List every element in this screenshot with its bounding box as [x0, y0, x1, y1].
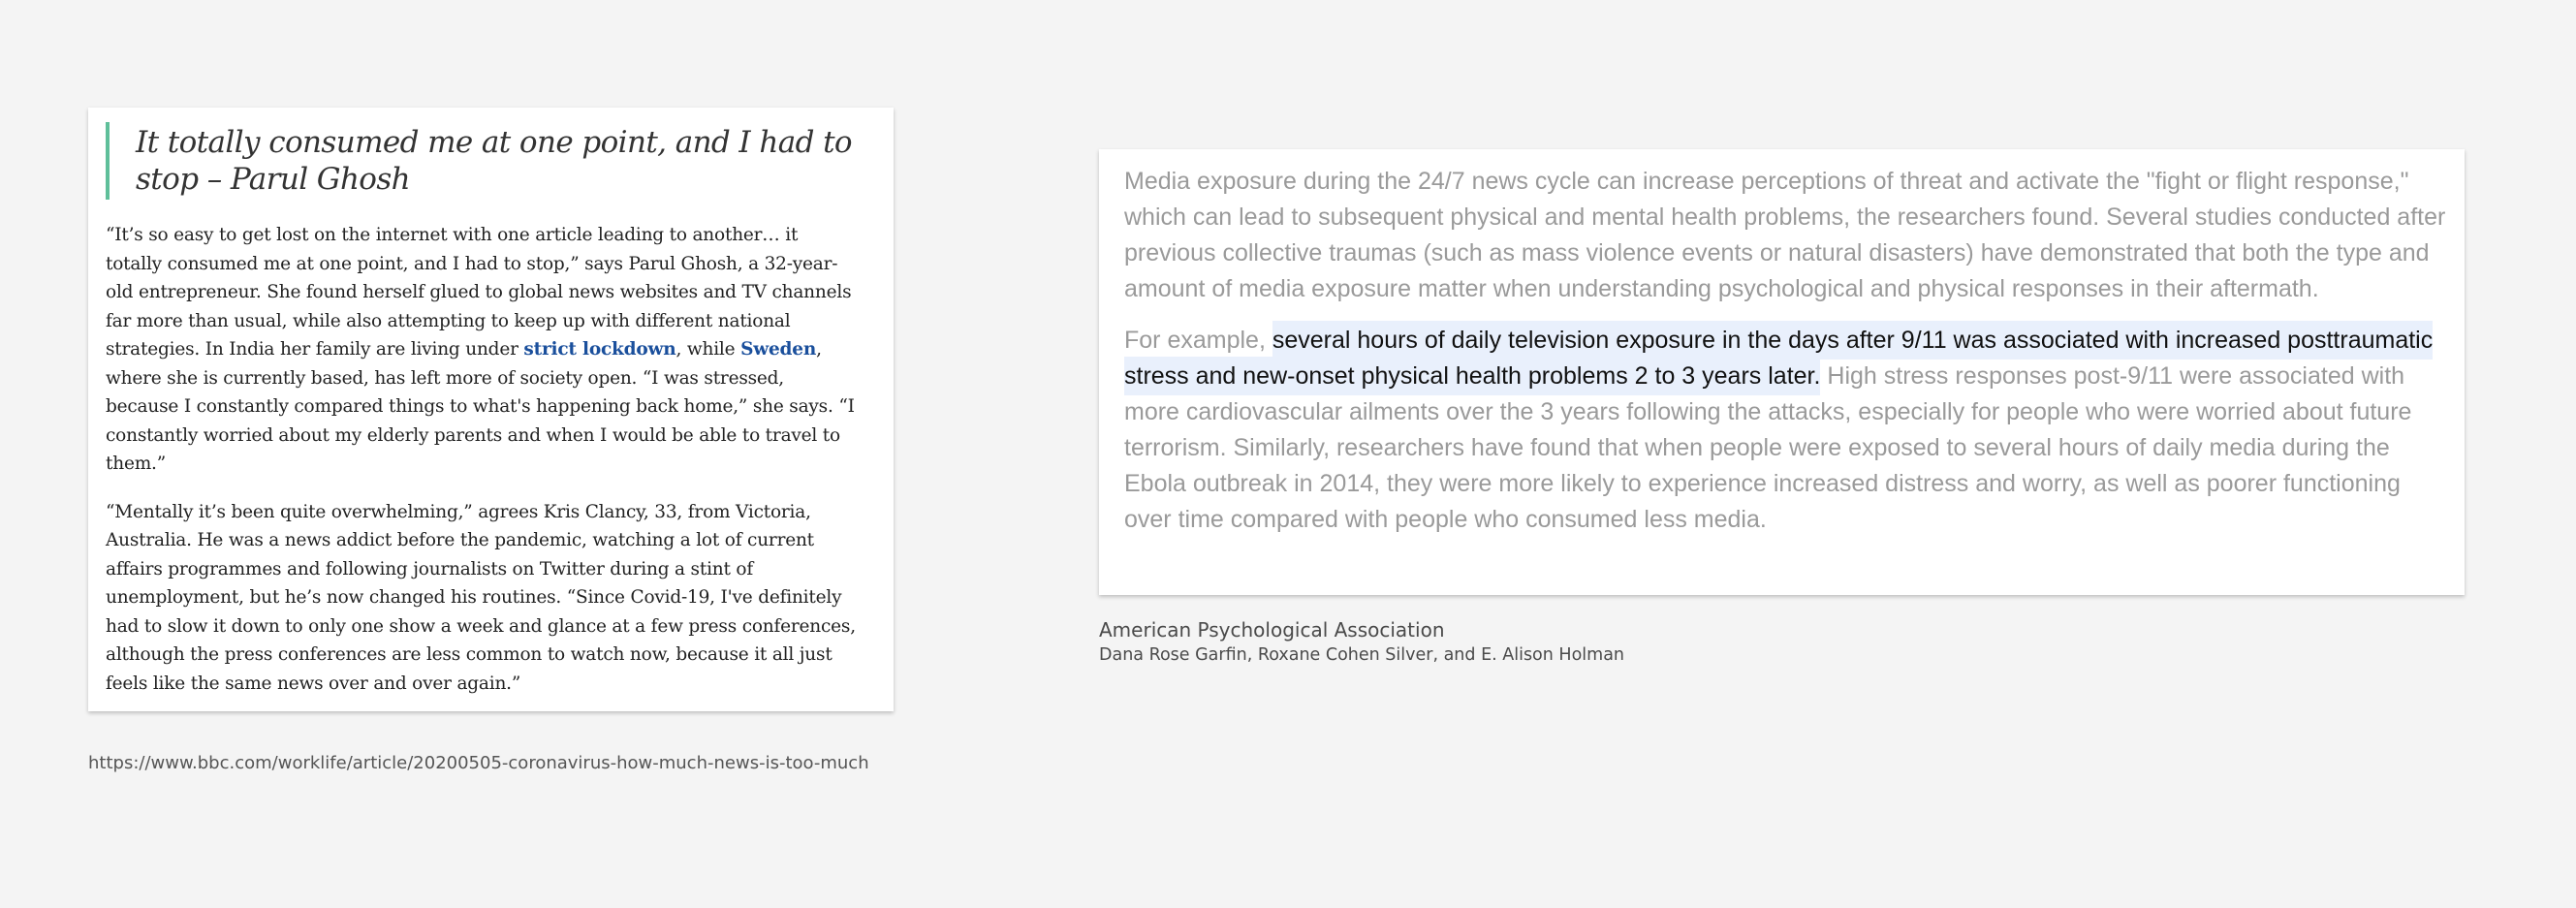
sweden-link[interactable]: Sweden: [740, 339, 817, 360]
highlighted-sentence: several hours of daily television exposure in the days after 9/11 was associated with increased posttraumatic stress and new-onset physical health problems 2 to 3 years later.: [1124, 321, 2433, 395]
organization-name: American Psychological Association: [1099, 618, 1445, 642]
excerpt-paragraph-2: [1124, 323, 2453, 538]
paragraph-text: High stress responses post-9/11 were associated with more cardiovascular ailments over the 3 years following the attacks, especially for people who were worried about future terrorism. Similarly, researchers have found that when people were exposed to several hours of daily media during the Ebola outbreak in 2014, they were more likely to experience increased distress and worry, as well as poorer functioning over time compared with people who consumed less media.: [1124, 362, 2412, 533]
pull-quote: [106, 122, 859, 200]
strict-lockdown-link[interactable]: strict lockdown: [523, 339, 676, 360]
excerpt-paragraph-1: Media exposure during the 24/7 news cycle can increase perceptions of threat and activate the "fight or flight response," which can lead to subsequent physical and mental health problems, the researchers found. Several studies conducted after previous collective traumas (such as mass violence events or natural disasters) have demonstrated that both the type and amount of media exposure matter when understanding psychological and physical responses in their aftermath.: [1124, 168, 2446, 302]
authors-line: Dana Rose Garfin, Roxane Cohen Silver, and E. Alison Holman: [1099, 645, 1625, 665]
article-paragraph-1: [106, 221, 859, 479]
paragraph-text: For example,: [1124, 327, 1272, 354]
paragraph-text: , while: [675, 339, 741, 360]
paragraph-text: , where she is currently based, has left more of society open. “I was stressed, because I constantly compared things to what's happening back home,” she says. “I constantly worried about my elderly parents and when I would be able to travel to them.”: [106, 339, 855, 474]
pull-quote-text: It totally consumed me at one point, and I had to stop – Parul Ghosh: [136, 125, 853, 197]
bbc-article-card: [88, 108, 894, 711]
article-paragraph-2: “Mentally it’s been quite overwhelming,” agrees Kris Clancy, 33, from Victoria, Australia. He was a news addict before the pandemic, watching a lot of current affairs programmes and following journalists on Twitter during a stint of unemployment, but he’s now changed his routines. “Since Covid-19, I've definitely had to slow it down to only one show a week and glance at a few press conferences, although the press conferences are less common to watch now, because it all just feels like the same news over and over again.”: [106, 501, 856, 694]
source-url: https://www.bbc.com/worklife/article/20200505-coronavirus-how-much-news-is-too-much: [88, 753, 869, 773]
paragraph-text: “It’s so easy to get lost on the internet with one article leading to another… it totally consumed me at one point, and I had to stop,” says Parul Ghosh, a 32-year-old entrepreneur. She found herself glued to global news websites and TV channels far more than usual, while also attempting to keep up with different national strategies. In India her family are living under: [106, 225, 852, 360]
apa-excerpt-card: [1099, 149, 2465, 595]
